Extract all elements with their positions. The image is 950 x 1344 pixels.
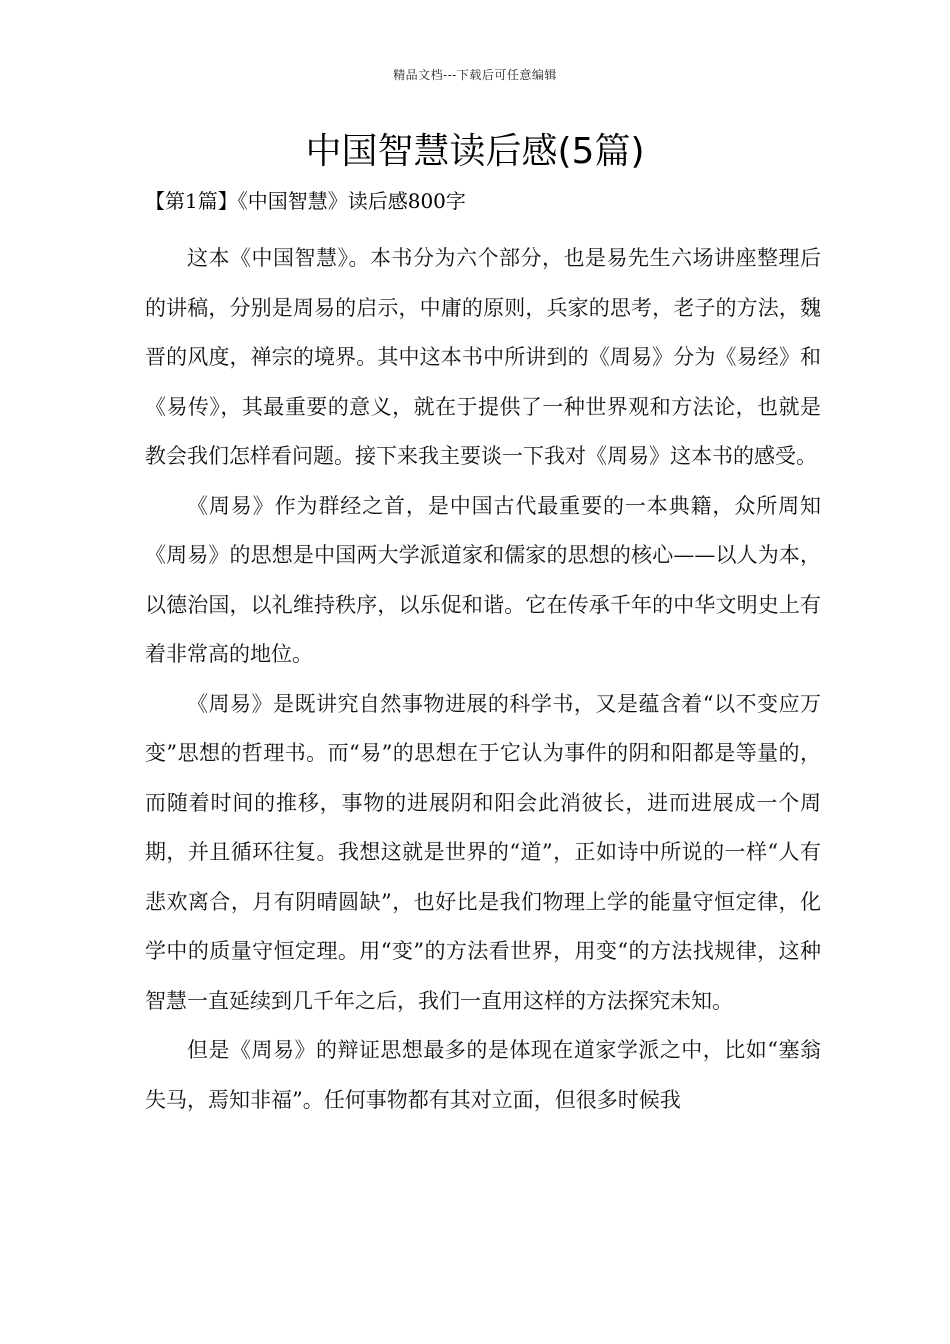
- body-text: [145, 234, 821, 1125]
- paragraph-1: 这本《中国智慧》。本书分为六个部分，也是易先生六场讲座整理后的讲稿，分别是周易的启示，中庸的原则，兵家的思考，老子的方法，魏晋的风度，禅宗的境界。其中这本书中所讲到的《周易》分为《易经》和《易传》，其最重要的意义，就在于提供了一种世界观和方法论，也就是教会我们怎样看问题。接下来我主要谈一下我对《周易》这本书的感受。: [145, 246, 821, 468]
- page-header: 精品文档---下载后可任意编辑: [393, 68, 557, 82]
- paragraph-3: 《周易》是既讲究自然事物进展的科学书，又是蕴含着“以不变应万变”思想的哲理书。而“易”的思想在于它认为事件的阴和阳都是等量的，而随着时间的推移，事物的进展阴和阳会此消彼长，进而进展成一个周期，并且循环往复。我想这就是世界的“道”，正如诗中所说的一样“人有悲欢离合，月有阴晴圆缺”，也好比是我们物理上学的能量守恒定律，化学中的质量守恒定理。用“变”的方法看世界，用变“的方法找规律，这种智慧一直延续到几千年之后，我们一直用这样的方法探究未知。: [145, 691, 821, 1013]
- document-title: 中国智慧读后感(5篇): [305, 131, 645, 172]
- section-heading: 【第1篇】《中国智慧》读后感800字: [145, 189, 466, 213]
- paragraph-4: 但是《周易》的辩证思想最多的是体现在道家学派之中，比如“塞翁失马，焉知非福”。任何事物都有其对立面，但很多时候我: [145, 1038, 821, 1112]
- paragraph-2: 《周易》作为群经之首，是中国古代最重要的一本典籍，众所周知《周易》的思想是中国两大学派道家和儒家的思想的核心——以人为本，以德治国，以礼维持秩序，以乐促和谐。它在传承千年的中华文明史上有着非常高的地位。: [145, 493, 821, 666]
